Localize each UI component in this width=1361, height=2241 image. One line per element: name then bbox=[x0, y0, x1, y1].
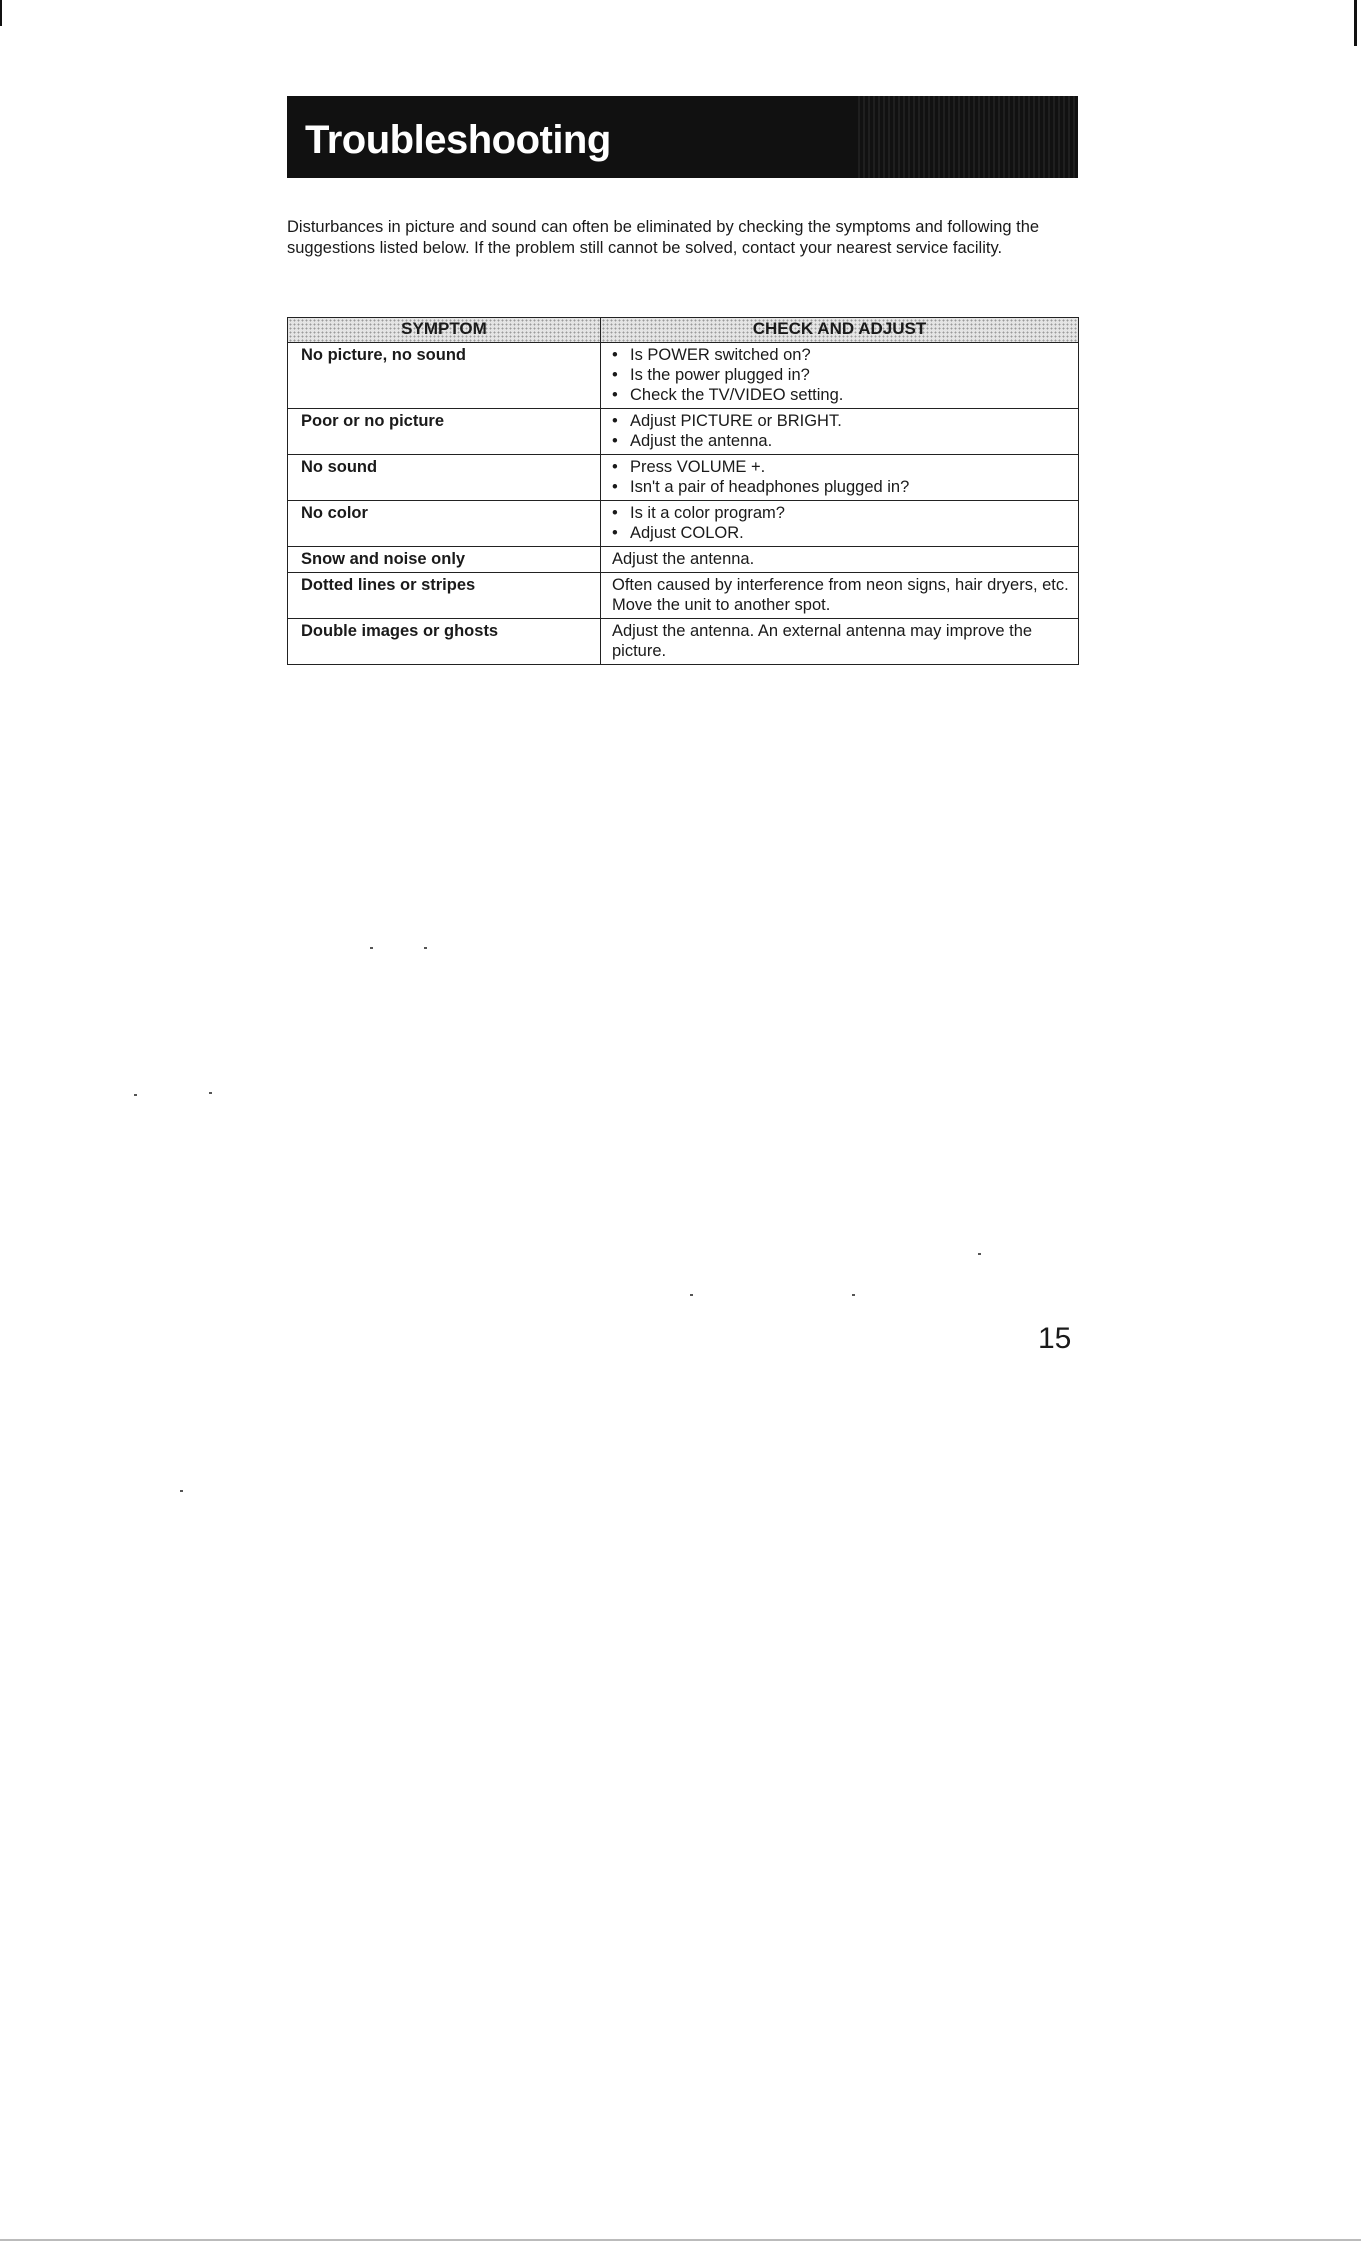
scan-speck bbox=[424, 947, 427, 949]
symptom-cell: Snow and noise only bbox=[288, 547, 601, 573]
check-cell bbox=[601, 343, 1079, 409]
intro-paragraph: Disturbances in picture and sound can often be eliminated by checking the symptoms and following the suggestions listed below. If the problem still cannot be solved, contact your nearest service facility. bbox=[287, 218, 1040, 257]
symptom-cell: Dotted lines or stripes bbox=[288, 573, 601, 619]
table-row bbox=[288, 455, 1079, 501]
check-cell bbox=[601, 409, 1079, 455]
check-item: • Adjust COLOR. bbox=[612, 523, 1072, 543]
check-list bbox=[612, 411, 1072, 451]
check-cell bbox=[601, 455, 1079, 501]
scan-speck bbox=[134, 1094, 137, 1096]
symptom-cell: No picture, no sound bbox=[288, 343, 601, 409]
table-row bbox=[288, 619, 1079, 665]
table-row bbox=[288, 501, 1079, 547]
check-column-header: CHECK AND ADJUST bbox=[601, 318, 1079, 343]
table-header-row bbox=[288, 318, 1079, 343]
scan-edge-left bbox=[0, 0, 2, 26]
check-item: • Adjust the antenna. bbox=[612, 431, 1072, 451]
check-text: Adjust the antenna. bbox=[612, 550, 755, 568]
table-row bbox=[288, 547, 1079, 573]
check-cell bbox=[601, 619, 1079, 665]
symptom-column-header: SYMPTOM bbox=[288, 318, 601, 343]
check-list bbox=[612, 457, 1072, 497]
scan-speck bbox=[852, 1294, 855, 1296]
check-cell bbox=[601, 501, 1079, 547]
page-title: Troubleshooting bbox=[305, 118, 611, 162]
check-item: • Is POWER switched on? bbox=[612, 345, 1072, 365]
symptom-cell: No color bbox=[288, 501, 601, 547]
check-item: • Check the TV/VIDEO setting. bbox=[612, 385, 1072, 405]
scan-speck bbox=[978, 1253, 981, 1255]
scan-edge-right bbox=[1354, 0, 1357, 46]
check-text: Often caused by interference from neon signs, hair dryers, etc. Move the unit to another spot. bbox=[612, 576, 1069, 614]
table-row bbox=[288, 409, 1079, 455]
check-cell bbox=[601, 547, 1079, 573]
check-list bbox=[612, 345, 1072, 405]
check-item: • Isn't a pair of headphones plugged in? bbox=[612, 477, 1072, 497]
check-item: • Adjust PICTURE or BRIGHT. bbox=[612, 411, 1072, 431]
check-item: • Is it a color program? bbox=[612, 503, 1072, 523]
check-item: • Is the power plugged in? bbox=[612, 365, 1072, 385]
title-banner bbox=[287, 96, 1078, 178]
scan-speck bbox=[209, 1092, 212, 1094]
check-text: Adjust the antenna. An external antenna may improve the picture. bbox=[612, 622, 1033, 660]
scan-speck bbox=[370, 947, 373, 949]
check-list bbox=[612, 503, 1072, 543]
symptom-cell: Poor or no picture bbox=[288, 409, 601, 455]
symptom-cell: Double images or ghosts bbox=[288, 619, 601, 665]
check-cell bbox=[601, 573, 1079, 619]
scan-speck bbox=[180, 1490, 183, 1492]
symptom-cell: No sound bbox=[288, 455, 601, 501]
table-row bbox=[288, 343, 1079, 409]
page-number: 15 bbox=[1038, 1322, 1072, 1355]
table-row bbox=[288, 573, 1079, 619]
check-item: • Press VOLUME +. bbox=[612, 457, 1072, 477]
troubleshooting-table bbox=[287, 317, 1079, 665]
scan-speck bbox=[690, 1294, 693, 1296]
